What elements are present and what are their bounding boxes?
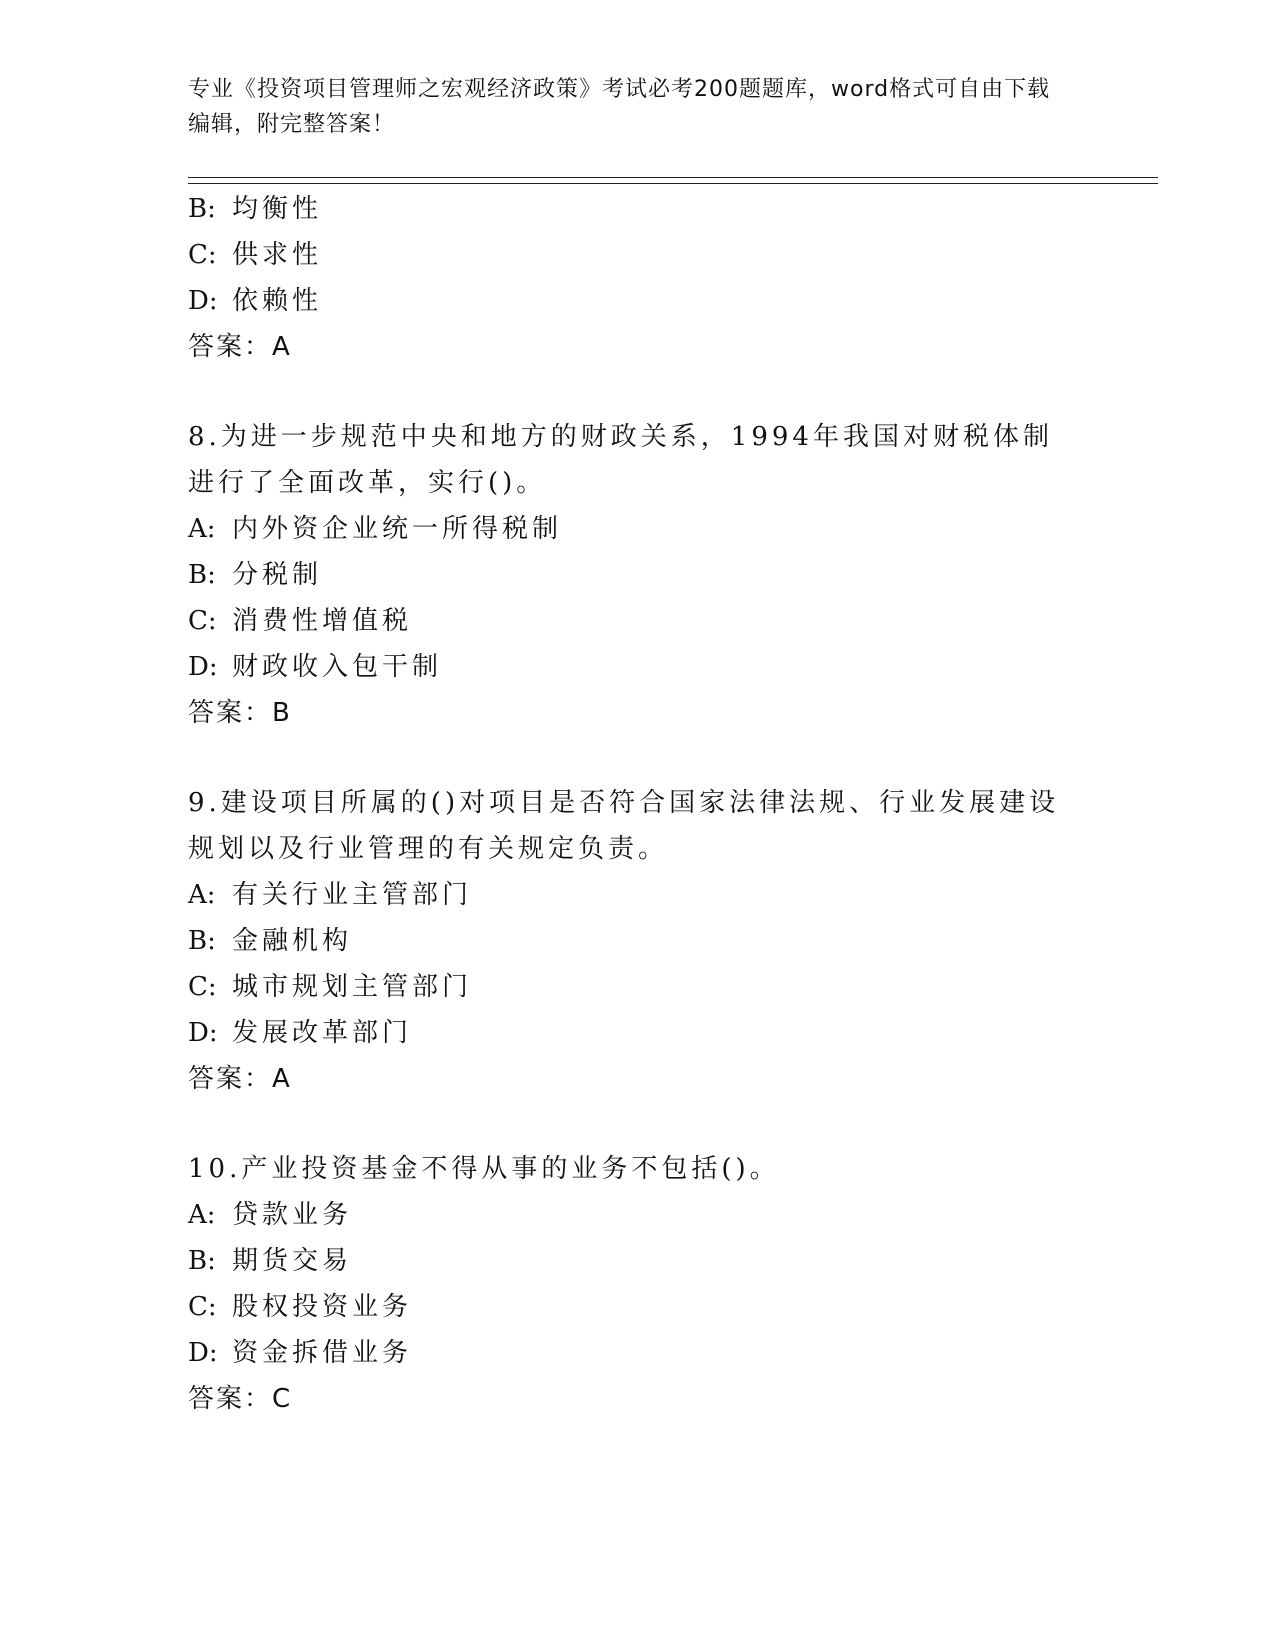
option-b [188,186,1088,232]
option-text: 消费性增值税 [232,606,413,636]
option-label: B: [188,926,216,956]
option-label: A: [188,880,216,910]
header-rule-top [188,177,1158,178]
option-c [188,598,1088,644]
option-label: A: [188,1200,216,1230]
option-d [188,1010,1088,1056]
option-label: C: [188,1292,217,1322]
answer: 答案：C [188,1384,293,1414]
option-b [188,1238,1088,1284]
option-text: 股权投资业务 [232,1292,413,1322]
option-a [188,872,1088,918]
option-d [188,1330,1088,1376]
option-text: 依赖性 [232,286,323,316]
option-a [188,506,1088,552]
option-label: C: [188,606,217,636]
option-text: 有关行业主管部门 [232,880,473,910]
question-block-9 [188,780,1088,1102]
option-label: D: [188,652,218,682]
question-block-8 [188,414,1088,736]
answer: 答案：A [188,332,292,362]
option-text: 贷款业务 [232,1200,353,1230]
document-header: 专业《投资项目管理师之宏观经济政策》考试必考200题题库，word格式可自由下载编辑，附完整答案！ [188,77,1051,137]
option-label: D: [188,286,218,316]
option-text: 分税制 [232,560,323,590]
option-c [188,1284,1088,1330]
question-text: 8.为进一步规范中央和地方的财政关系，1994年我国对财税体制进行了全面改革，实行()。 [188,422,1053,498]
option-text: 城市规划主管部门 [232,972,473,1002]
option-c [188,964,1088,1010]
option-label: B: [188,1246,216,1276]
option-text: 发展改革部门 [232,1018,413,1048]
option-label: D: [188,1018,218,1048]
option-label: B: [188,560,216,590]
answer: 答案：A [188,1064,292,1094]
option-b [188,552,1088,598]
option-b [188,918,1088,964]
question-block-10 [188,1146,1088,1422]
option-text: 期货交易 [232,1246,353,1276]
option-label: A: [188,514,216,544]
option-d [188,278,1088,324]
option-label: D: [188,1338,218,1368]
question-block-partial [188,186,1088,370]
option-a [188,1192,1088,1238]
option-text: 财政收入包干制 [232,652,443,682]
option-text: 供求性 [232,240,323,270]
question-text: 10.产业投资基金不得从事的业务不包括()。 [188,1154,780,1184]
answer: 答案：B [188,698,292,728]
option-label: C: [188,240,217,270]
question-text: 9.建设项目所属的()对项目是否符合国家法律法规、行业发展建设规划以及行业管理的有关规定负责。 [188,788,1060,864]
option-text: 均衡性 [232,194,323,224]
option-label: C: [188,972,217,1002]
header-rule-bottom [188,183,1158,184]
option-label: B: [188,194,216,224]
option-text: 内外资企业统一所得税制 [232,514,563,544]
option-text: 资金拆借业务 [232,1338,413,1368]
option-c [188,232,1088,278]
option-d [188,644,1088,690]
option-text: 金融机构 [232,926,353,956]
document-content [188,186,1088,1422]
